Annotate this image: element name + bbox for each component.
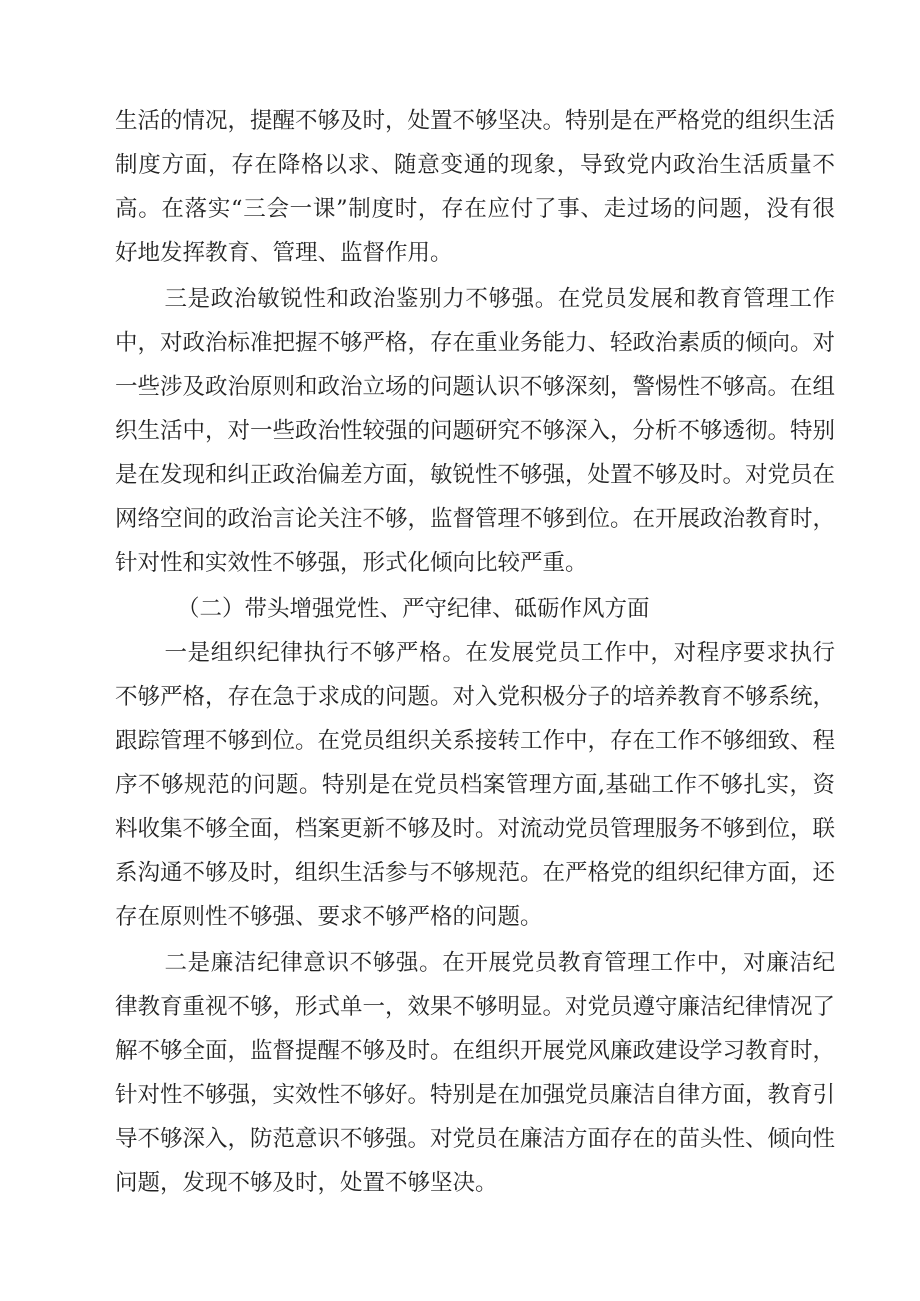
document-body [115, 99, 835, 1205]
paragraph-organizational-discipline: 一是组织纪律执行不够严格。在发展党员工作中，对程序要求执行不够严格，存在急于求成的问题。对入党积极分子的培养教育不够系统，跟踪管理不够到位。在党员组织关系接转工作中，存在工作不够细致、程序不够规范的问题。特别是在党员档案管理方面,基础工作不够扎实，资料收集不够全面，档案更新不够及时。对流动党员管理服务不够到位，联系沟通不够及时，组织生活参与不够规范。在严格党的组织纪律方面，还存在原则性不够强、要求不够严格的问题。 [115, 640, 836, 930]
paragraph-continued: 生活的情况，提醒不够及时，处置不够坚决。特别是在严格党的组织生活制度方面，存在降格以求、随意变通的现象，导致党内政治生活质量不高。在落实“三会一课”制度时，存在应付了事、走过场的问题，没有很好地发挥教育、管理、监督作用。 [115, 108, 836, 266]
section-heading: （二）带头增强党性、严守纪律、砥砺作风方面 [177, 596, 650, 622]
paragraph-integrity-discipline: 二是廉洁纪律意识不够强。在开展党员教育管理工作中，对廉洁纪律教育重视不够，形式单一，效果不够明显。对党员遵守廉洁纪律情况了解不够全面，监督提醒不够及时。在组织开展党风廉政建设学习教育时，针对性不够强，实效性不够好。特别是在加强党员廉洁自律方面，教育引导不够深入，防范意识不够强。对党员在廉洁方面存在的苗头性、倾向性问题，发现不够及时，处置不够坚决。 [115, 950, 836, 1196]
paragraph-political-sensitivity: 三是政治敏锐性和政治鉴别力不够强。在党员发展和教育管理工作中，对政治标准把握不够严格，存在重业务能力、轻政治素质的倾向。对一些涉及政治原则和政治立场的问题认识不够深刻，警惕性不够高。在组织生活中，对一些政治性较强的问题研究不够深入，分析不够透彻。特别是在发现和纠正政治偏差方面，敏锐性不够强，处置不够及时。对党员在网络空间的政治言论关注不够，监督管理不够到位。在开展政治教育时，针对性和实效性不够强，形式化倾向比较严重。 [115, 286, 836, 576]
